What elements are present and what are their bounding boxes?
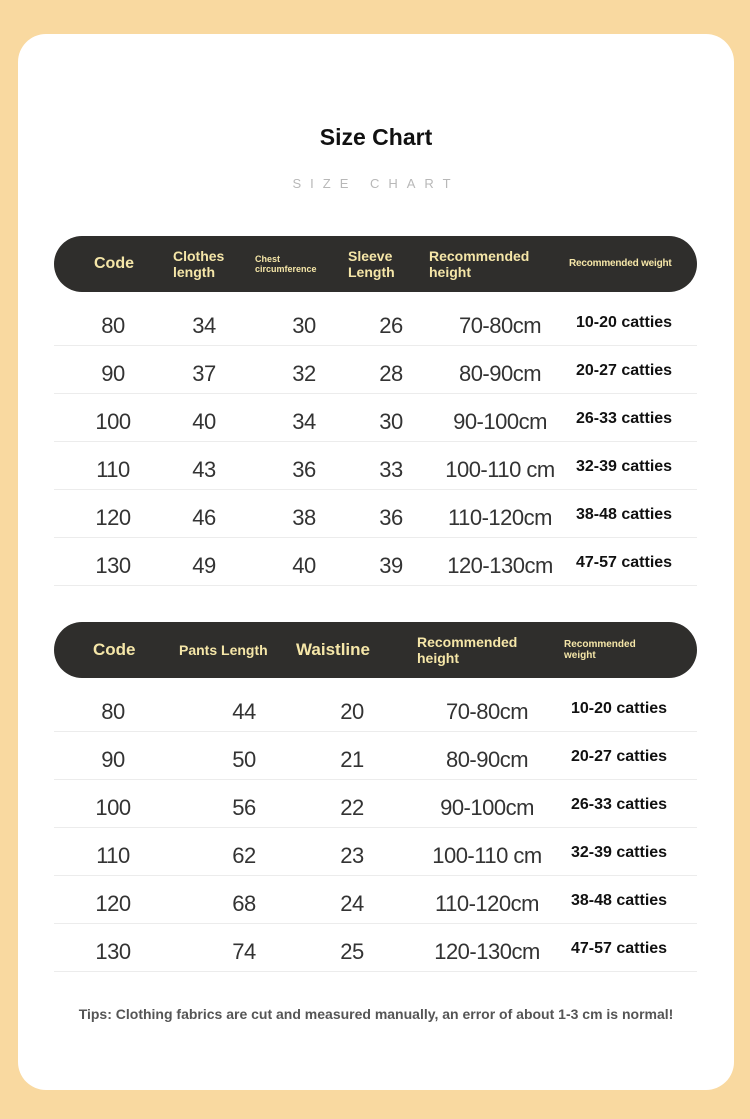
cell-pants-length: 62	[232, 843, 256, 868]
table-row	[54, 394, 697, 442]
header-chest-circumference: Chest circumference	[255, 253, 317, 274]
cell-height: 100-110 cm	[432, 843, 542, 868]
table-row	[54, 298, 697, 346]
table-row	[54, 490, 697, 538]
header-recommended-weight: Recommended weight	[564, 638, 636, 661]
cell-code: 80	[101, 313, 125, 338]
cell-sleeve: 26	[379, 313, 403, 338]
cell-code: 120	[95, 891, 131, 916]
cell-weight: 38-48 catties	[576, 506, 673, 523]
header-recommended-height: Recommended height	[429, 247, 530, 280]
pants-size-table	[54, 622, 697, 972]
table-row	[54, 780, 697, 828]
cell-code: 100	[95, 795, 131, 820]
cell-height: 120-130cm	[447, 553, 553, 578]
cell-sleeve: 28	[379, 361, 403, 386]
size-chart-card	[18, 34, 734, 1090]
cell-weight: 20-27 catties	[571, 748, 668, 765]
cell-chest: 34	[292, 409, 316, 434]
cell-code: 100	[95, 409, 131, 434]
cell-code: 110	[96, 843, 130, 868]
cell-chest: 38	[292, 505, 316, 530]
cell-waistline: 20	[340, 699, 364, 724]
cell-height: 100-110 cm	[445, 457, 555, 482]
header-sleeve-length: Sleeve Length	[348, 247, 395, 280]
table-row	[54, 684, 697, 732]
cell-height: 80-90cm	[445, 747, 529, 772]
header-clothes-length: Clothes length	[173, 247, 225, 280]
table-row	[54, 828, 697, 876]
cell-weight: 47-57 catties	[571, 940, 668, 957]
cell-clothes-length: 43	[192, 457, 216, 482]
cell-weight: 26-33 catties	[576, 410, 673, 427]
header-recommended-weight: Recommended weight	[569, 258, 672, 270]
cell-weight: 26-33 catties	[571, 796, 668, 813]
pants-table-rows	[54, 678, 697, 972]
header-waistline: Waistline	[296, 640, 370, 660]
cell-chest: 40	[292, 553, 316, 578]
cell-height: 90-100cm	[440, 795, 534, 820]
cell-height: 120-130cm	[434, 939, 540, 964]
table-row	[54, 538, 697, 586]
cell-clothes-length: 49	[192, 553, 216, 578]
cell-pants-length: 68	[232, 891, 256, 916]
header-code: Code	[93, 640, 136, 660]
cell-sleeve: 39	[379, 553, 403, 578]
cell-height: 80-90cm	[458, 361, 542, 386]
cell-weight: 10-20 catties	[571, 700, 668, 717]
cell-weight: 38-48 catties	[571, 892, 668, 909]
top-size-table	[54, 236, 697, 586]
cell-code: 130	[95, 553, 131, 578]
cell-pants-length: 56	[232, 795, 256, 820]
cell-height: 90-100cm	[453, 409, 547, 434]
cell-weight: 47-57 catties	[576, 554, 673, 571]
cell-code: 90	[101, 747, 125, 772]
cell-clothes-length: 34	[192, 313, 216, 338]
top-table-header	[54, 236, 697, 292]
table-row	[54, 732, 697, 780]
table-row	[54, 876, 697, 924]
tips-note: Tips: Clothing fabrics are cut and measured manually, an error of about 1-3 cm is normal!	[78, 1006, 674, 1022]
page-title: Size Chart	[319, 124, 433, 150]
cell-pants-length: 50	[232, 747, 256, 772]
cell-waistline: 23	[340, 843, 364, 868]
cell-chest: 36	[292, 457, 316, 482]
page-subtitle: SIZE CHART	[292, 176, 460, 191]
cell-chest: 32	[292, 361, 316, 386]
cell-weight: 32-39 catties	[576, 458, 673, 475]
cell-weight: 20-27 catties	[576, 362, 673, 379]
cell-weight: 32-39 catties	[571, 844, 668, 861]
cell-code: 80	[101, 699, 125, 724]
cell-pants-length: 44	[232, 699, 256, 724]
cell-sleeve: 36	[379, 505, 403, 530]
top-table-rows	[54, 292, 697, 586]
cell-code: 120	[95, 505, 131, 530]
header-code: Code	[94, 254, 134, 272]
cell-clothes-length: 46	[192, 505, 216, 530]
table-row	[54, 442, 697, 490]
cell-code: 130	[95, 939, 131, 964]
cell-weight: 10-20 catties	[576, 314, 673, 331]
cell-waistline: 21	[340, 747, 364, 772]
table-row	[54, 346, 697, 394]
cell-code: 90	[101, 361, 125, 386]
cell-height: 70-80cm	[458, 313, 542, 338]
header-pants-length: Pants Length	[179, 641, 268, 658]
cell-pants-length: 74	[232, 939, 256, 964]
table-row	[54, 924, 697, 972]
cell-clothes-length: 37	[192, 361, 216, 386]
cell-waistline: 25	[340, 939, 364, 964]
cell-code: 110	[96, 457, 130, 482]
cell-waistline: 24	[340, 891, 364, 916]
cell-height: 110-120cm	[435, 891, 539, 916]
header-recommended-height: Recommended height	[417, 633, 518, 666]
cell-waistline: 22	[340, 795, 364, 820]
cell-clothes-length: 40	[192, 409, 216, 434]
cell-chest: 30	[292, 313, 316, 338]
cell-sleeve: 33	[379, 457, 403, 482]
cell-height: 70-80cm	[445, 699, 529, 724]
pants-table-header	[54, 622, 697, 678]
cell-height: 110-120cm	[448, 505, 552, 530]
cell-sleeve: 30	[379, 409, 403, 434]
